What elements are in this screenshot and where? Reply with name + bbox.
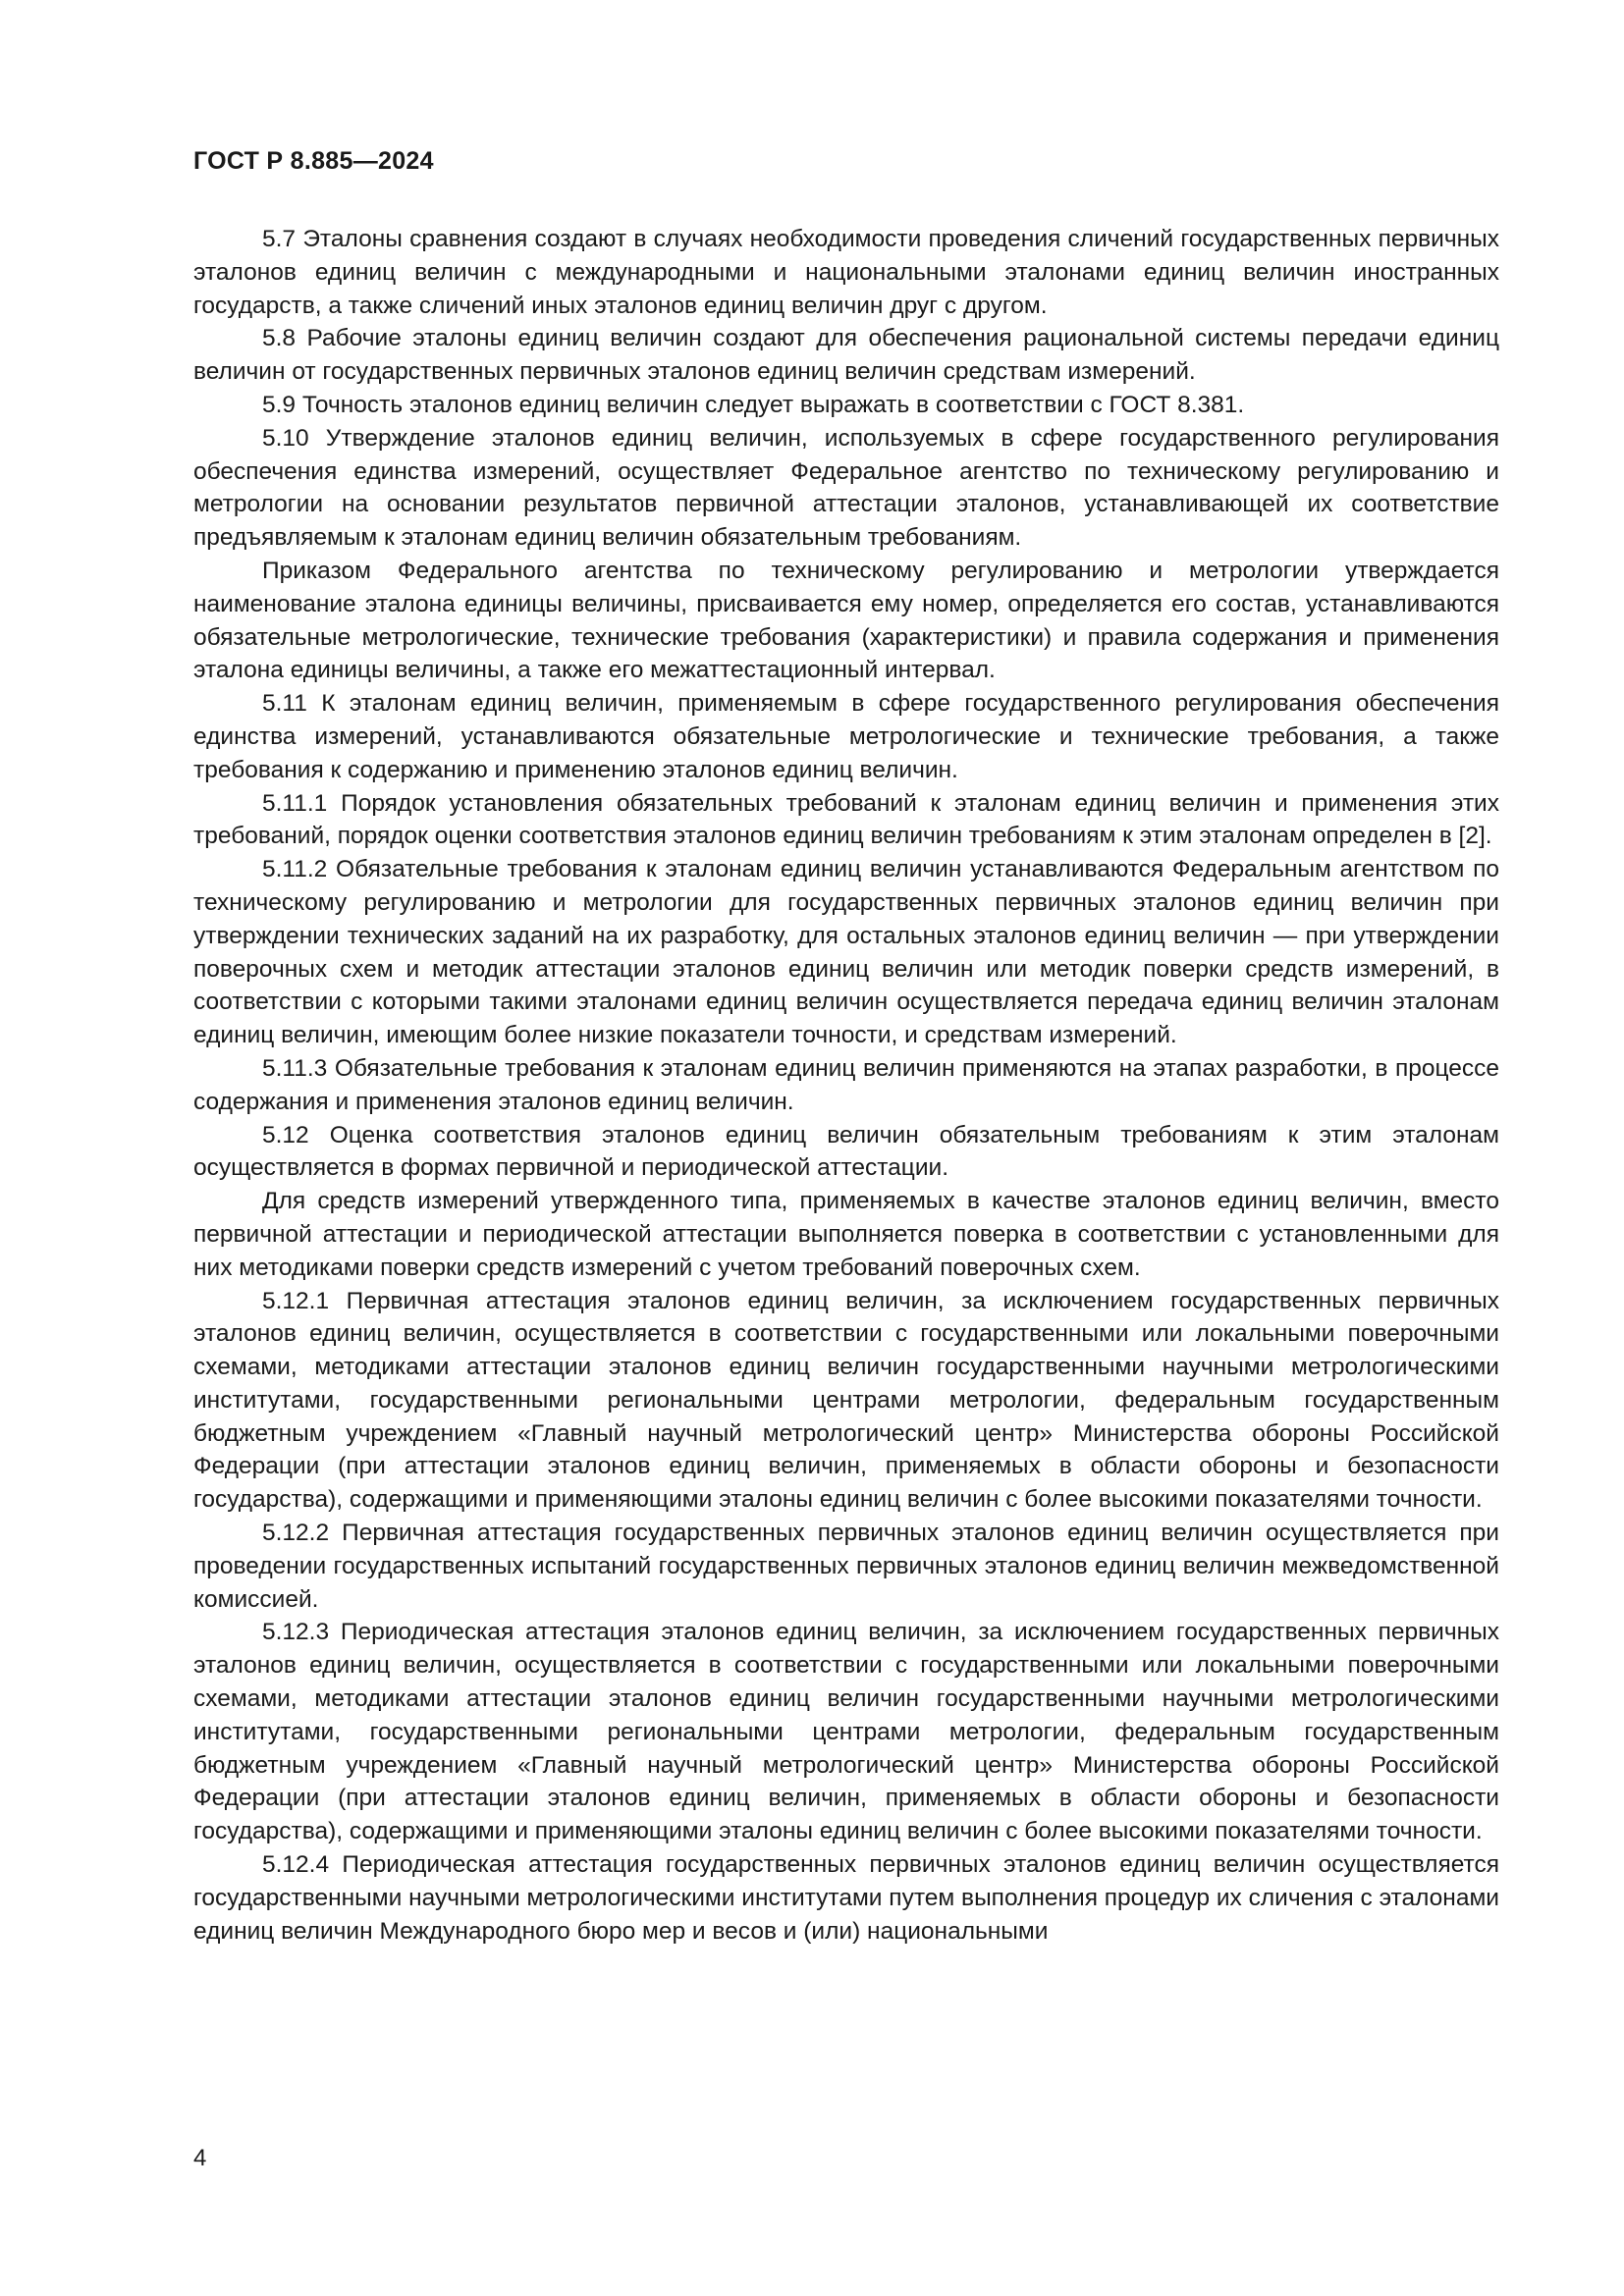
paragraph-5-11-2: 5.11.2 Обязательные требования к эталонам единиц величин устанавливаются Федеральным агентством по техническому регулированию и метрологии для государственных первичных эталонов единиц величин при утверждении технических заданий на их разработку, для остальных эталонов единиц величин — при утверждении поверочных схем и методик аттестации эталонов единиц величин или методик поверки средств измерений, в соответствии с которыми такими эталонами единиц величин осуществляется передача единиц величин эталонам единиц величин, имеющим более низкие показатели точности, и средствам измерений. bbox=[193, 856, 1499, 1049]
document-body bbox=[193, 223, 1499, 1948]
paragraph-5-11-3: 5.11.3 Обязательные требования к эталонам единиц величин применяются на этапах разработки, в процессе содержания и применения эталонов единиц величин. bbox=[193, 1054, 1499, 1115]
paragraph-5-11: 5.11 К эталонам единиц величин, применяемым в сфере государственного регулирования обеспечения единства измерений, устанавливаются обязательные метрологические и технические требования, а также требования к содержанию и применению эталонов единиц величин. bbox=[193, 690, 1499, 783]
paragraph-5-9: 5.9 Точность эталонов единиц величин следует выражать в соответствии с ГОСТ 8.381. bbox=[262, 391, 1245, 418]
paragraph-5-12-verification: Для средств измерений утвержденного типа, применяемых в качестве эталонов единиц величин, вместо первичной аттестации и периодической аттестации выполняется поверка в соответствии с установленными для них методиками поверки средств измерений с учетом требований поверочных схем. bbox=[193, 1188, 1499, 1281]
paragraph-5-11-1: 5.11.1 Порядок установления обязательных требований к эталонам единиц величин и применения этих требований, порядок оценки соответствия эталонов единиц величин требованиям к этим эталонам определен в [2]. bbox=[193, 789, 1499, 850]
paragraph-5-10: 5.10 Утверждение эталонов единиц величин, используемых в сфере государственного регулирования обеспечения единства измерений, осуществляет Федеральное агентство по техническому регулированию и метрологии на основании результатов первичной аттестации эталонов, устанавливающей их соответствие предъявляемым к эталонам единиц величин обязательным требованиям. bbox=[193, 424, 1499, 552]
paragraph-5-12-4: 5.12.4 Периодическая аттестация государственных первичных эталонов единиц величин осуществляется государственными научными метрологическими институтами путем выполнения процедур их сличения с эталонами единиц величин Международного бюро мер и весов и (или) национальными bbox=[193, 1851, 1499, 1945]
paragraph-5-12: 5.12 Оценка соответствия эталонов единиц величин обязательным требованиям к этим эталонам осуществляется в формах первичной и периодической аттестации. bbox=[193, 1121, 1499, 1182]
document-header: ГОСТ Р 8.885—2024 bbox=[193, 147, 434, 175]
page-number: 4 bbox=[193, 2145, 207, 2171]
paragraph-5-12-3: 5.12.3 Периодическая аттестация эталонов единиц величин, за исключением государственных первичных эталонов единиц величин, осуществляется в соответствии с государственными или локальными поверочными схемами, методиками аттестации эталонов единиц величин государственными научными метрологическими институтами, государственными региональными центрами метрологии, федеральным государственным бюджетным учреждением «Главный научный метрологический центр» Министерства обороны Российской Федерации (при аттестации эталонов единиц величин, применяемых в области обороны и безопасности государства), содержащими и применяющими эталоны единиц величин с более высокими показателями точности. bbox=[193, 1619, 1499, 1845]
paragraph-5-12-2: 5.12.2 Первичная аттестация государственных первичных эталонов единиц величин осуществляется при проведении государственных испытаний государственных первичных эталонов единиц величин межведомственной комиссией. bbox=[193, 1520, 1499, 1613]
paragraph-5-7: 5.7 Эталоны сравнения создают в случаях необходимости проведения сличений государственных первичных эталонов единиц величин с международными и национальными эталонами единиц величин иностранных государств, а также сличений иных эталонов единиц величин друг с другом. bbox=[193, 226, 1499, 319]
paragraph-5-10-order: Приказом Федерального агентства по техническому регулированию и метрологии утверждается наименование эталона единицы величины, присваивается ему номер, определяется его состав, устанавливаются обязательные метрологические, технические требования (характеристики) и правила содержания и применения эталона единицы величины, а также его межаттестационный интервал. bbox=[193, 557, 1499, 684]
paragraph-5-8: 5.8 Рабочие эталоны единиц величин создают для обеспечения рациональной системы передачи единиц величин от государственных первичных эталонов единиц величин средствам измерений. bbox=[193, 325, 1499, 386]
paragraph-5-12-1: 5.12.1 Первичная аттестация эталонов единиц величин, за исключением государственных первичных эталонов единиц величин, осуществляется в соответствии с государственными или локальными поверочными схемами, методиками аттестации эталонов единиц величин государственными научными метрологическими институтами, государственными региональными центрами метрологии, федеральным государственным бюджетным учреждением «Главный научный метрологический центр» Министерства обороны Российской Федерации (при аттестации эталонов единиц величин, применяемых в области обороны и безопасности государства), содержащими и применяющими эталоны единиц величин с более высокими показателями точности. bbox=[193, 1287, 1499, 1514]
